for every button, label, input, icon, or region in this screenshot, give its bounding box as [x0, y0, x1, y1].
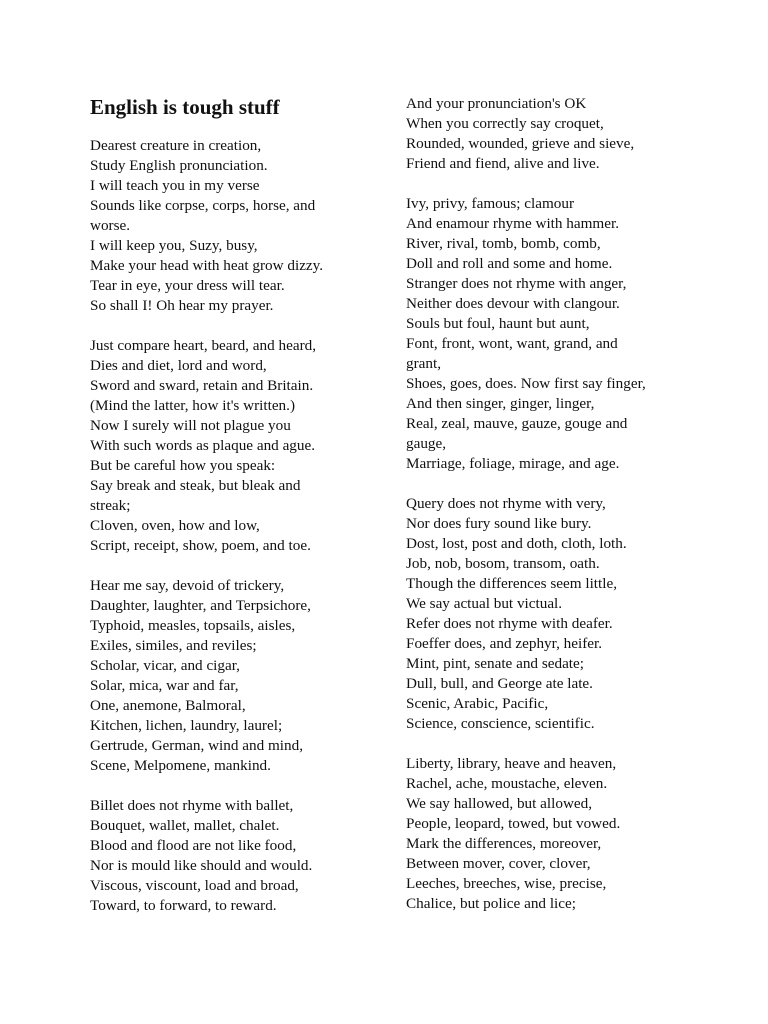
poem-line: Shoes, goes, does. Now first say finger, [406, 375, 646, 392]
poem-line: Tear in eye, your dress will tear. [90, 277, 285, 294]
poem-line: Dies and diet, lord and word, [90, 357, 267, 374]
poem-line: Scholar, vicar, and cigar, [90, 657, 240, 674]
poem-line: And then singer, ginger, linger, [406, 395, 595, 412]
poem-line: Mark the differences, moreover, [406, 835, 602, 852]
poem-line: Hear me say, devoid of trickery, [90, 577, 285, 594]
poem-line: Billet does not rhyme with ballet, [90, 797, 294, 814]
stanza [406, 194, 676, 474]
poem-line: Chalice, but police and lice; [406, 895, 576, 912]
poem-line: Cloven, oven, how and low, [90, 517, 260, 534]
poem-line: Between mover, cover, clover, [406, 855, 591, 872]
left-stanzas [90, 136, 360, 916]
poem-line: Sounds like corpse, corps, horse, and [90, 197, 316, 214]
poem-line: So shall I! Oh hear my prayer. [90, 297, 274, 314]
poem-line: Make your head with heat grow dizzy. [90, 257, 324, 274]
poem-line: When you correctly say croquet, [406, 115, 604, 132]
poem-line: gauge, [406, 435, 447, 452]
right-column [406, 94, 676, 934]
poem-line: Marriage, foliage, mirage, and age. [406, 455, 620, 472]
poem-line: grant, [406, 355, 442, 372]
poem-line: Souls but foul, haunt but aunt, [406, 315, 590, 332]
poem-line: Study English pronunciation. [90, 157, 268, 174]
stanza [90, 136, 360, 316]
poem-line: Nor is mould like should and would. [90, 857, 313, 874]
poem-line: Nor does fury sound like bury. [406, 515, 592, 532]
poem-line: Now I surely will not plague you [90, 417, 291, 434]
poem-line: Ivy, privy, famous; clamour [406, 195, 575, 212]
poem-line: Dull, bull, and George ate late. [406, 675, 593, 692]
poem-line: Rounded, wounded, grieve and sieve, [406, 135, 635, 152]
poem-line: Though the differences seem little, [406, 575, 618, 592]
poem-line: Daughter, laughter, and Terpsichore, [90, 597, 311, 614]
stanza [406, 94, 676, 174]
poem-line: Viscous, viscount, load and broad, [90, 877, 299, 894]
poem-line: Typhoid, measles, topsails, aisles, [90, 617, 296, 634]
stanza [90, 336, 360, 556]
poem-line: Toward, to forward, to reward. [90, 897, 277, 914]
poem-line: Foeffer does, and zephyr, heifer. [406, 635, 603, 652]
stanza [90, 796, 360, 916]
poem-line: Stranger does not rhyme with anger, [406, 275, 627, 292]
left-column [90, 90, 360, 936]
poem-line: Friend and fiend, alive and live. [406, 155, 600, 172]
poem-line: Leeches, breeches, wise, precise, [406, 875, 607, 892]
poem-line: Script, receipt, show, poem, and toe. [90, 537, 311, 554]
poem-line: Neither does devour with clangour. [406, 295, 620, 312]
right-stanzas [406, 94, 676, 914]
poem-line: streak; [90, 497, 131, 514]
stanza [90, 576, 360, 776]
stanza [406, 494, 676, 734]
poem-line: Real, zeal, mauve, gauze, gouge and [406, 415, 628, 432]
poem-title: English is tough stuff [90, 95, 280, 119]
poem-line: Blood and flood are not like food, [90, 837, 297, 854]
poem-line: Gertrude, German, wind and mind, [90, 737, 303, 754]
poem-line: Rachel, ache, moustache, eleven. [406, 775, 608, 792]
poem-line: Font, front, wont, want, grand, and [406, 335, 618, 352]
poem-line: But be careful how you speak: [90, 457, 276, 474]
poem-line: Scene, Melpomene, mankind. [90, 757, 271, 774]
poem-line: And enamour rhyme with hammer. [406, 215, 619, 232]
poem-line: Science, conscience, scientific. [406, 715, 595, 732]
poem-line: With such words as plaque and ague. [90, 437, 316, 454]
poem-line: Refer does not rhyme with deafer. [406, 615, 613, 632]
poem-line: One, anemone, Balmoral, [90, 697, 246, 714]
poem-line: Sword and sward, retain and Britain. [90, 377, 314, 394]
poem-line: Exiles, similes, and reviles; [90, 637, 257, 654]
poem-line: Mint, pint, senate and sedate; [406, 655, 584, 672]
poem-line: People, leopard, towed, but vowed. [406, 815, 621, 832]
stanza [406, 754, 676, 914]
poem-line: And your pronunciation's OK [406, 95, 587, 112]
poem-line: Bouquet, wallet, mallet, chalet. [90, 817, 280, 834]
poem-line: Liberty, library, heave and heaven, [406, 755, 617, 772]
poem-line: Doll and roll and some and home. [406, 255, 613, 272]
poem-line: I will teach you in my verse [90, 177, 260, 194]
poem-line: We say actual but victual. [406, 595, 563, 612]
poem-line: Kitchen, lichen, laundry, laurel; [90, 717, 283, 734]
poem-line: Just compare heart, beard, and heard, [90, 337, 317, 354]
poem-line: Dearest creature in creation, [90, 137, 262, 154]
poem-line: Solar, mica, war and far, [90, 677, 239, 694]
poem-line: Job, nob, bosom, transom, oath. [406, 555, 600, 572]
poem-line: (Mind the latter, how it's written.) [90, 397, 296, 414]
poem-line: We say hallowed, but allowed, [406, 795, 593, 812]
poem-line: Dost, lost, post and doth, cloth, loth. [406, 535, 627, 552]
poem-line: Say break and steak, but bleak and [90, 477, 301, 494]
poem-line: Scenic, Arabic, Pacific, [406, 695, 549, 712]
poem-line: Query does not rhyme with very, [406, 495, 606, 512]
poem-line: I will keep you, Suzy, busy, [90, 237, 258, 254]
poem-line: River, rival, tomb, bomb, comb, [406, 235, 601, 252]
poem-line: worse. [90, 217, 131, 234]
